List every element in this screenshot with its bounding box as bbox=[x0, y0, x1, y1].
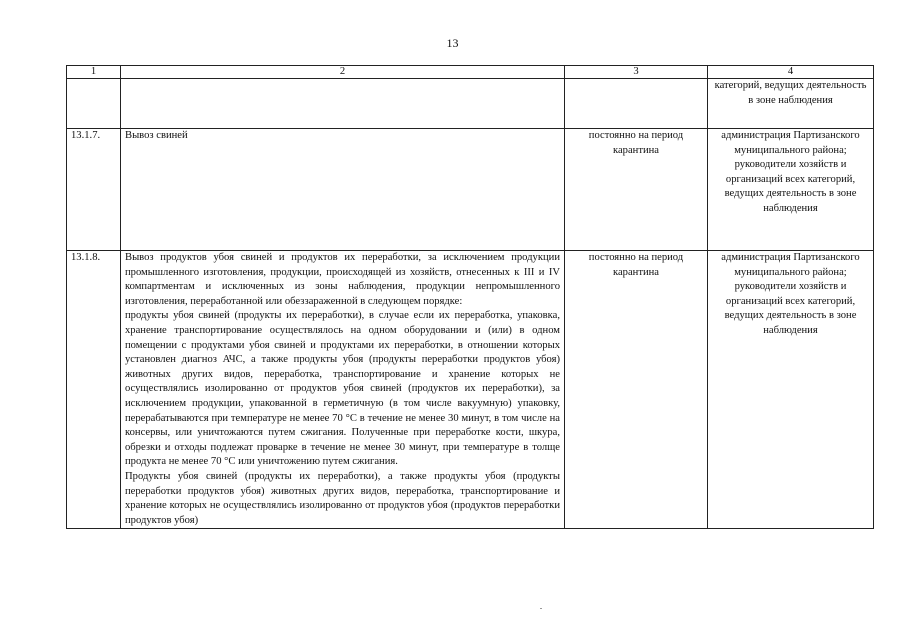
description-paragraph: Вывоз продуктов убоя свиней и продуктов их переработки, за исключением продукции промышленного изготовления, продукции, происходящей из хозяйств, отнесенных к III и IV компартментам и исключенных из зоны наблюдения, продукции непромышленного изготовления, переработанной или обеззараженной в следующем порядке: bbox=[125, 252, 560, 307]
table-row-13-1-7 bbox=[67, 129, 874, 251]
table-row-13-1-8 bbox=[67, 251, 874, 529]
description-paragraph: продукты убоя свиней (продукты их переработки), в случае если их переработка, упаковка, хранение транспортирование осуществлялось на одном оборудовании и (или) в одном помещении с продуктами убоя свиней и продуктами их переработки, в отношении которых установлен диагноз АЧС, а также продукты убоя (продукты переработки продуктов убоя) животных других видов, переработка, транспортирование и хранение которых не осуществлялись изолированно от продуктов убоя свиней (продуктов их переработки), за исключением продукции, упакованной в герметичную (в том числе вакуумную) упаковку, перерабатываются при температуре не менее 70 °С в течение не менее 30 минут, в том числе на консервы, или уничтожаются путем сжигания. Полученные при переработке кости, шкура, обрезки и отходы подлежат проварке в течение не менее 30 минут, при температуре в толще продукта не менее 70 °С или уничтожению путем сжигания. bbox=[125, 310, 560, 468]
header-col-1: 1 bbox=[67, 66, 121, 79]
row-number bbox=[67, 79, 121, 129]
header-col-3: 3 bbox=[565, 66, 708, 79]
description-paragraph: Продукты убоя свиней (продукты их переработки), а также продукты убоя (продукты переработки продуктов убоя) животных других видов, переработка, транспортирование и хранение которых не осуществлялись изолированно от продуктов убоя (продуктов переработки продуктов убоя) bbox=[125, 470, 560, 526]
header-col-2: 2 bbox=[121, 66, 565, 79]
row-number: 13.1.8. bbox=[67, 251, 121, 529]
measure-description bbox=[121, 251, 565, 529]
scan-artifact bbox=[540, 608, 542, 609]
page-number: 13 bbox=[446, 36, 459, 50]
measure-term: постоянно на период карантина bbox=[565, 129, 708, 251]
header-col-4: 4 bbox=[708, 66, 874, 79]
measure-term bbox=[565, 79, 708, 129]
table-row-continued bbox=[67, 79, 874, 129]
row-number: 13.1.7. bbox=[67, 129, 121, 251]
responsible-parties: администрация Партизанского муниципального района; руководители хозяйств и организаций всех категорий, ведущих деятельность в зоне наблюдения bbox=[708, 251, 874, 529]
measure-term: постоянно на период карантина bbox=[565, 251, 708, 529]
measure-description: Вывоз свиней bbox=[121, 129, 565, 251]
responsible-parties: категорий, ведущих деятельность в зоне наблюдения bbox=[708, 79, 874, 129]
table-header-row bbox=[67, 66, 874, 79]
responsible-parties: администрация Партизанского муниципального района; руководители хозяйств и организаций всех категорий, ведущих деятельность в зоне наблюдения bbox=[708, 129, 874, 251]
measure-description bbox=[121, 79, 565, 129]
measures-table bbox=[66, 65, 874, 529]
